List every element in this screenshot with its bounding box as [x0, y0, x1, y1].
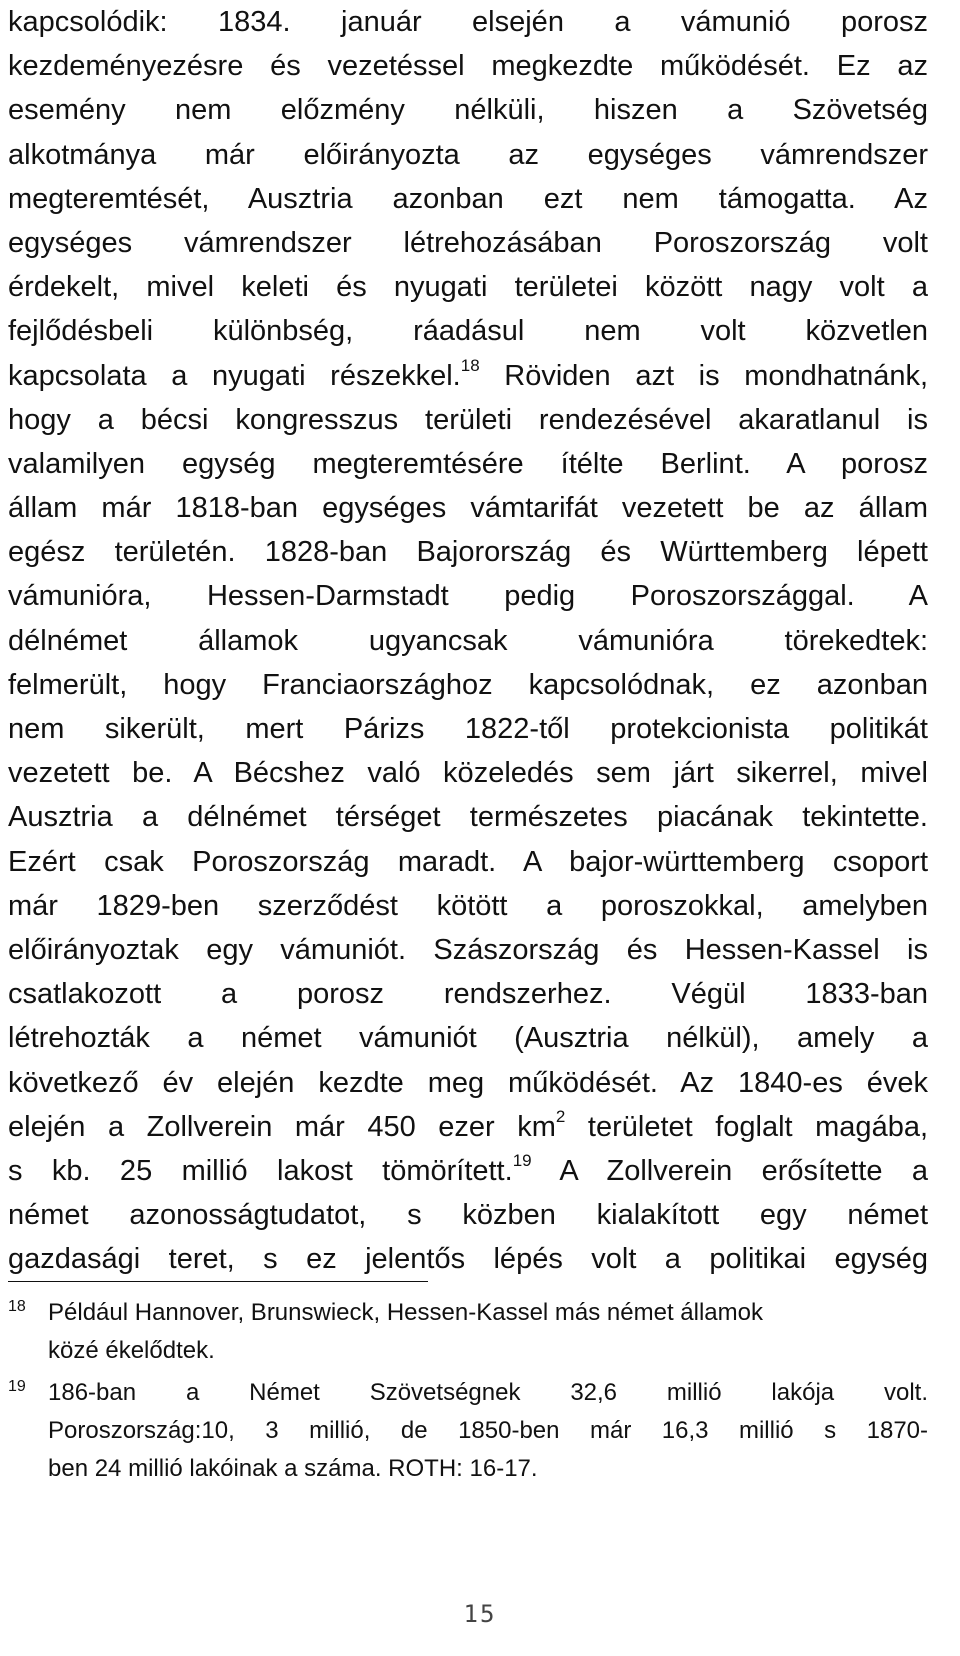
footnotes: [8, 1294, 928, 1488]
text-line: kezdeményezésre és vezetéssel megkezdte működését. Ez az: [8, 50, 928, 83]
text-line: [8, 1149, 928, 1193]
text-line: kapcsolódik: 1834. január elsején a vámunió porosz: [8, 6, 928, 38]
footnote-mark: 18: [8, 1298, 26, 1315]
text-line: létrehozták a német vámuniót (Ausztria nélkül), amely a: [8, 1022, 928, 1055]
footnote-separator: [8, 1281, 428, 1282]
footnote-line: Például Hannover, Brunswieck, Hessen-Kassel más német államok: [48, 1299, 763, 1326]
text-segment: Röviden azt is mondhatnánk,: [479, 359, 929, 392]
text-line: alkotmánya már előirányozta az egységes vámrendszer: [8, 138, 928, 171]
footnote-18: [8, 1294, 928, 1370]
text-segment: területet foglalt magába,: [565, 1110, 929, 1143]
text-line: vezetett be. A Bécshez való közeledés sem járt sikerrel, mivel: [8, 757, 928, 790]
text-line: valamilyen egység megteremtésére ítélte Berlint. A porosz: [8, 447, 928, 480]
footnote-line: ben 24 millió lakóinak a száma. ROTH: 16-17.: [48, 1455, 538, 1482]
text-line: már 1829-ben szerződést kötött a poroszokkal, amelyben: [8, 889, 928, 922]
footnote-line: közé ékelődtek.: [48, 1337, 215, 1364]
text-line: vámunióra, Hessen-Darmstadt pedig Poroszországgal. A: [8, 580, 928, 613]
text-line: délnémet államok ugyancsak vámunióra törekedtek:: [8, 624, 928, 657]
text-line: [8, 354, 928, 398]
page-number: 15: [463, 1600, 497, 1628]
superscript-exponent: 2: [555, 1106, 566, 1126]
text-line: érdekelt, mivel keleti és nyugati területei között nagy volt a: [8, 271, 928, 304]
text-line: felmerült, hogy Franciaországhoz kapcsolódnak, ez azonban: [8, 668, 928, 701]
footnote-ref-18[interactable]: 18: [460, 355, 480, 375]
footnote-line: Poroszország:10, 3 millió, de 1850-ben már 16,3 millió s 1870-: [48, 1417, 928, 1444]
footnote-mark: 19: [8, 1378, 26, 1395]
footnote-19: [8, 1374, 928, 1488]
footnote-ref-19[interactable]: 19: [512, 1150, 532, 1170]
footnote-line: 186-ban a Német Szövetségnek 32,6 millió lakója volt.: [48, 1379, 928, 1406]
text-segment: kapcsolata a nyugati részekkel.: [8, 359, 461, 392]
text-line: esemény nem előzmény nélküli, hiszen a Szövetség: [8, 94, 928, 127]
text-line: német azonosságtudatot, s közben kialakított egy német: [8, 1199, 928, 1232]
text-line: nem sikerült, mert Párizs 1822-től protekcionista politikát: [8, 713, 928, 745]
text-line: következő év elején kezdte meg működését. Az 1840-es évek: [8, 1066, 928, 1099]
text-segment: s kb. 25 millió lakost tömörített.: [8, 1154, 513, 1187]
text-line: fejlődésbeli különbség, ráadásul nem volt közvetlen: [8, 315, 928, 348]
text-line: gazdasági teret, s ez jelentős lépés volt a politikai egység: [8, 1243, 928, 1276]
text-line: állam már 1818-ban egységes vámtarifát vezetett be az állam: [8, 492, 928, 525]
text-line: előirányoztak egy vámuniót. Szászország és Hessen-Kassel is: [8, 933, 928, 966]
text-line: egységes vámrendszer létrehozásában Poroszország volt: [8, 226, 928, 259]
text-line: Ausztria a délnémet térséget természetes piacának tekintette.: [8, 801, 928, 834]
text-line: [8, 1105, 928, 1149]
text-segment: elején a Zollverein már 450 ezer km: [8, 1110, 556, 1143]
text-line: hogy a bécsi kongresszus területi rendezésével akaratlanul is: [8, 403, 928, 436]
text-segment: A Zollverein erősítette a: [531, 1154, 928, 1187]
body-text: [8, 0, 928, 1281]
text-line: Ezért csak Poroszország maradt. A bajor-württemberg csoport: [8, 845, 928, 878]
text-line: megteremtését, Ausztria azonban ezt nem támogatta. Az: [8, 182, 928, 215]
text-line: csatlakozott a porosz rendszerhez. Végül 1833-ban: [8, 978, 928, 1011]
text-line: egész területén. 1828-ban Bajorország és Württemberg lépett: [8, 536, 928, 569]
